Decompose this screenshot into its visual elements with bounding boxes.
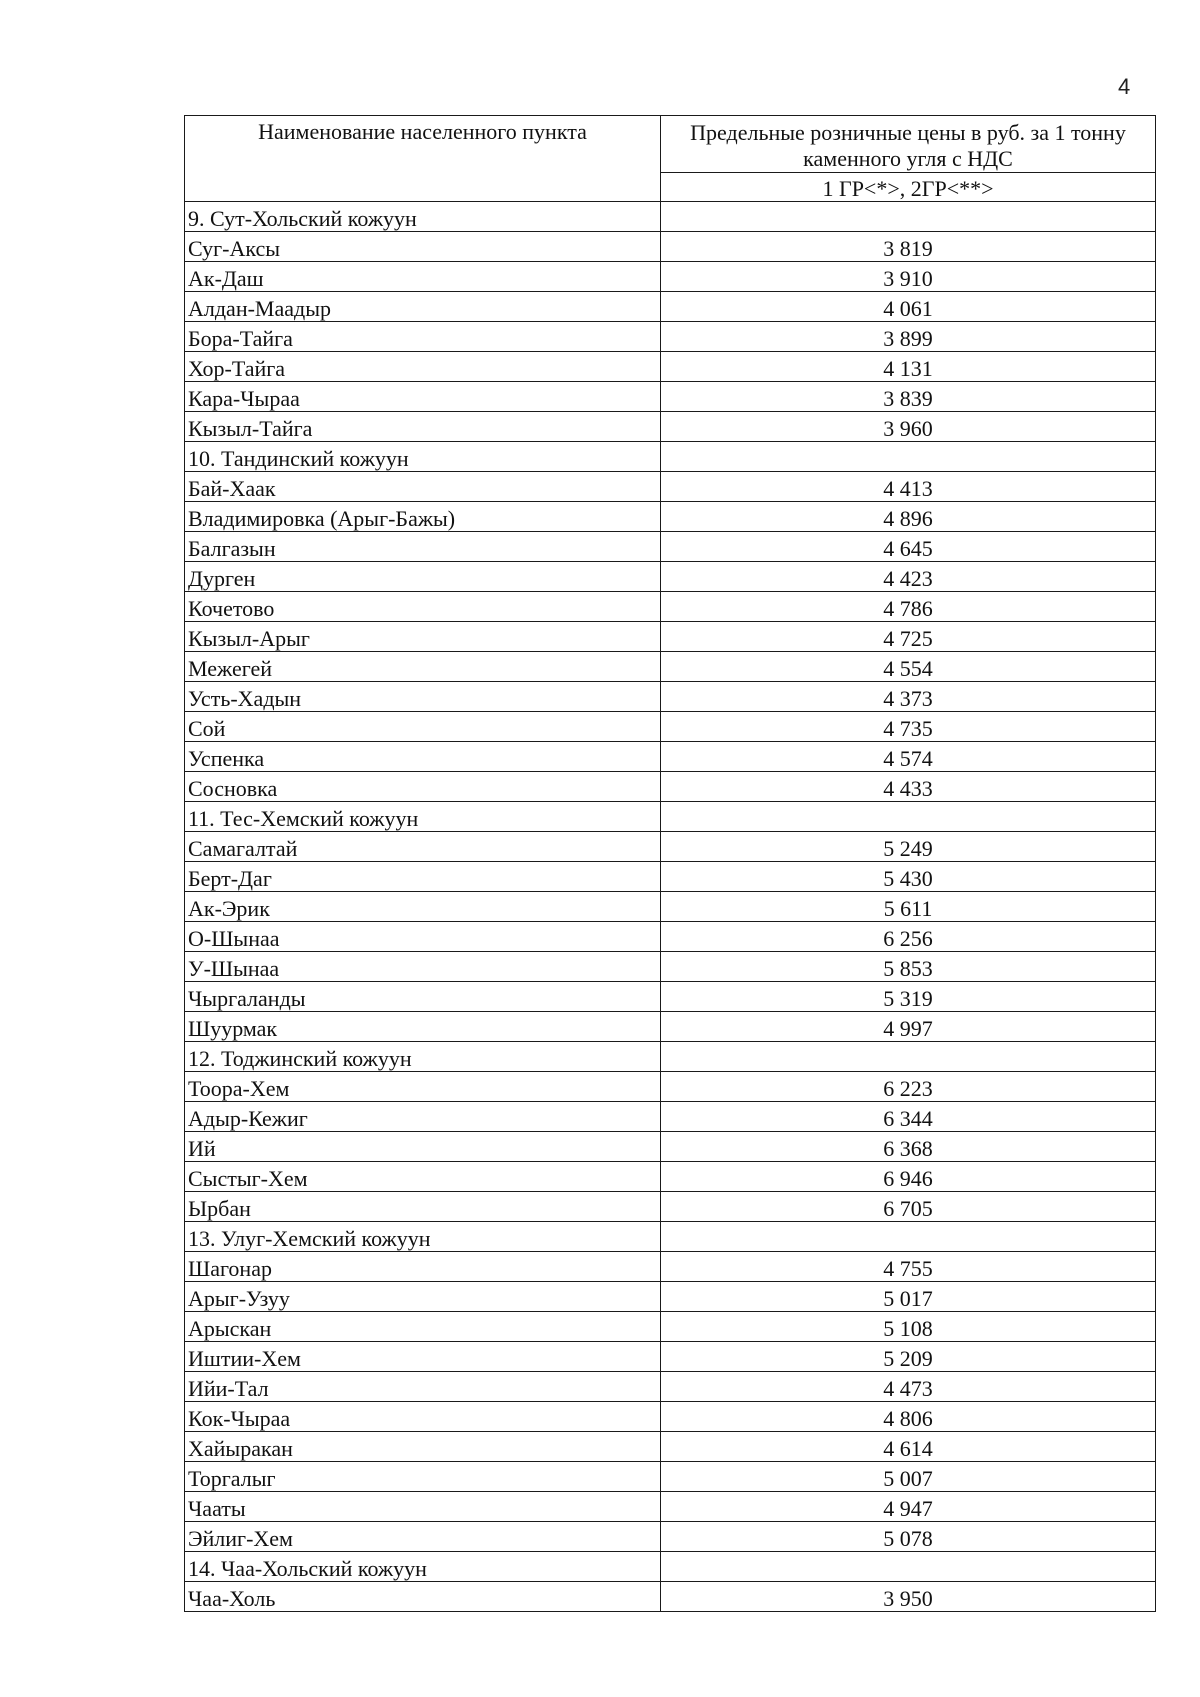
price-value: 5 611 (661, 892, 1156, 922)
settlement-name: Чыргаланды (185, 982, 661, 1012)
settlement-name: Алдан-Маадыр (185, 292, 661, 322)
settlement-name: Кочетово (185, 592, 661, 622)
price-value: 5 017 (661, 1282, 1156, 1312)
settlement-name: Кызыл-Тайга (185, 412, 661, 442)
price-value: 4 725 (661, 622, 1156, 652)
district-heading-row (185, 1222, 1156, 1252)
price-value: 4 947 (661, 1492, 1156, 1522)
table-row (185, 1582, 1156, 1612)
table-row (185, 922, 1156, 952)
price-value: 4 896 (661, 502, 1156, 532)
price-value: 4 131 (661, 352, 1156, 382)
table-row (185, 1372, 1156, 1402)
table-row (185, 262, 1156, 292)
price-value: 5 430 (661, 862, 1156, 892)
table-row (185, 682, 1156, 712)
settlement-name: У-Шынаа (185, 952, 661, 982)
table-row (185, 592, 1156, 622)
table-row (185, 292, 1156, 322)
price-value: 6 368 (661, 1132, 1156, 1162)
price-value (661, 1222, 1156, 1252)
table-row (185, 1282, 1156, 1312)
settlement-name: О-Шынаа (185, 922, 661, 952)
table-row (185, 1012, 1156, 1042)
district-heading-row (185, 1042, 1156, 1072)
price-value: 3 950 (661, 1582, 1156, 1612)
settlement-name: Самагалтай (185, 832, 661, 862)
settlement-name: Сосновка (185, 772, 661, 802)
district-heading-row (185, 202, 1156, 232)
table-row (185, 1102, 1156, 1132)
table-row (185, 1312, 1156, 1342)
price-value: 5 319 (661, 982, 1156, 1012)
settlement-name: Успенка (185, 742, 661, 772)
price-value (661, 1552, 1156, 1582)
price-value: 6 705 (661, 1192, 1156, 1222)
settlement-name: Хайыракан (185, 1432, 661, 1462)
settlement-name: Дурген (185, 562, 661, 592)
settlement-name: Шагонар (185, 1252, 661, 1282)
settlement-name: Тоора-Хем (185, 1072, 661, 1102)
column-header-price: Предельные розничные цены в руб. за 1 тонну каменного угля с НДС (661, 116, 1156, 173)
district-heading-row (185, 802, 1156, 832)
table-row (185, 1402, 1156, 1432)
settlement-name: Эйлиг-Хем (185, 1522, 661, 1552)
district-heading-row (185, 442, 1156, 472)
coal-price-table (184, 115, 1156, 1612)
price-value: 4 473 (661, 1372, 1156, 1402)
table-row (185, 742, 1156, 772)
table-row (185, 832, 1156, 862)
table-row (185, 952, 1156, 982)
settlement-name: Адыр-Кежиг (185, 1102, 661, 1132)
table-row (185, 712, 1156, 742)
settlement-name: Владимировка (Арыг-Бажы) (185, 502, 661, 532)
settlement-name: Арыскан (185, 1312, 661, 1342)
price-value: 4 554 (661, 652, 1156, 682)
table-body (185, 202, 1156, 1612)
price-value: 5 249 (661, 832, 1156, 862)
table-row (185, 622, 1156, 652)
settlement-name: Сыстыг-Хем (185, 1162, 661, 1192)
settlement-name: Берт-Даг (185, 862, 661, 892)
table-row (185, 532, 1156, 562)
settlement-name: Хор-Тайга (185, 352, 661, 382)
price-value: 4 423 (661, 562, 1156, 592)
district-name: 10. Тандинский кожуун (185, 442, 661, 472)
price-value: 5 108 (661, 1312, 1156, 1342)
price-value: 4 373 (661, 682, 1156, 712)
table-row (185, 652, 1156, 682)
price-value (661, 442, 1156, 472)
settlement-name: Кара-Чыраа (185, 382, 661, 412)
table-row (185, 1492, 1156, 1522)
district-name: 12. Тоджинский кожуун (185, 1042, 661, 1072)
district-name: 13. Улуг-Хемский кожуун (185, 1222, 661, 1252)
price-value: 4 614 (661, 1432, 1156, 1462)
price-value: 4 413 (661, 472, 1156, 502)
price-value (661, 1042, 1156, 1072)
district-name: 11. Тес-Хемский кожуун (185, 802, 661, 832)
settlement-name: Ак-Даш (185, 262, 661, 292)
price-value: 5 209 (661, 1342, 1156, 1372)
settlement-name: Чааты (185, 1492, 661, 1522)
table-row (185, 412, 1156, 442)
table-row (185, 1162, 1156, 1192)
settlement-name: Бай-Хаак (185, 472, 661, 502)
settlement-name: Торгалыг (185, 1462, 661, 1492)
price-value: 5 853 (661, 952, 1156, 982)
table-row (185, 1462, 1156, 1492)
column-subheader-groups: 1 ГР<*>, 2ГР<**> (661, 173, 1156, 202)
table-row (185, 232, 1156, 262)
settlement-name: Кок-Чыраа (185, 1402, 661, 1432)
price-value: 6 223 (661, 1072, 1156, 1102)
price-value: 4 755 (661, 1252, 1156, 1282)
settlement-name: Межегей (185, 652, 661, 682)
price-value: 3 899 (661, 322, 1156, 352)
table-row (185, 502, 1156, 532)
table-row (185, 1432, 1156, 1462)
price-value (661, 202, 1156, 232)
price-value: 4 574 (661, 742, 1156, 772)
price-value: 5 007 (661, 1462, 1156, 1492)
table-row (185, 1192, 1156, 1222)
table-row (185, 892, 1156, 922)
table-row (185, 472, 1156, 502)
price-value: 4 061 (661, 292, 1156, 322)
price-value: 4 735 (661, 712, 1156, 742)
table-row (185, 1342, 1156, 1372)
settlement-name: Сой (185, 712, 661, 742)
table-row (185, 1522, 1156, 1552)
price-value: 3 910 (661, 262, 1156, 292)
table-row (185, 382, 1156, 412)
table-row (185, 772, 1156, 802)
settlement-name: Ий (185, 1132, 661, 1162)
price-value: 6 946 (661, 1162, 1156, 1192)
table-row (185, 1252, 1156, 1282)
table-row (185, 562, 1156, 592)
settlement-name: Кызыл-Арыг (185, 622, 661, 652)
settlement-name: Чаа-Холь (185, 1582, 661, 1612)
settlement-name: Усть-Хадын (185, 682, 661, 712)
price-value: 6 256 (661, 922, 1156, 952)
price-value: 3 839 (661, 382, 1156, 412)
price-value: 6 344 (661, 1102, 1156, 1132)
settlement-name: Ырбан (185, 1192, 661, 1222)
district-heading-row (185, 1552, 1156, 1582)
settlement-name: Бора-Тайга (185, 322, 661, 352)
price-value: 4 997 (661, 1012, 1156, 1042)
price-value: 4 433 (661, 772, 1156, 802)
price-value: 5 078 (661, 1522, 1156, 1552)
table-row (185, 862, 1156, 892)
table-row (185, 352, 1156, 382)
price-value (661, 802, 1156, 832)
settlement-name: Суг-Аксы (185, 232, 661, 262)
column-header-settlement: Наименование населенного пункта (185, 116, 661, 202)
district-name: 14. Чаа-Хольский кожуун (185, 1552, 661, 1582)
price-value: 3 960 (661, 412, 1156, 442)
settlement-name: Арыг-Узуу (185, 1282, 661, 1312)
table-row (185, 1072, 1156, 1102)
price-value: 3 819 (661, 232, 1156, 262)
settlement-name: Балгазын (185, 532, 661, 562)
table-row (185, 1132, 1156, 1162)
table-row (185, 982, 1156, 1012)
settlement-name: Ийи-Тал (185, 1372, 661, 1402)
price-value: 4 786 (661, 592, 1156, 622)
settlement-name: Иштии-Хем (185, 1342, 661, 1372)
price-value: 4 645 (661, 532, 1156, 562)
table-header (185, 116, 1156, 202)
price-value: 4 806 (661, 1402, 1156, 1432)
settlement-name: Шуурмак (185, 1012, 661, 1042)
district-name: 9. Сут-Хольский кожуун (185, 202, 661, 232)
table-row (185, 322, 1156, 352)
settlement-name: Ак-Эрик (185, 892, 661, 922)
page-number: 4 (1118, 74, 1131, 99)
